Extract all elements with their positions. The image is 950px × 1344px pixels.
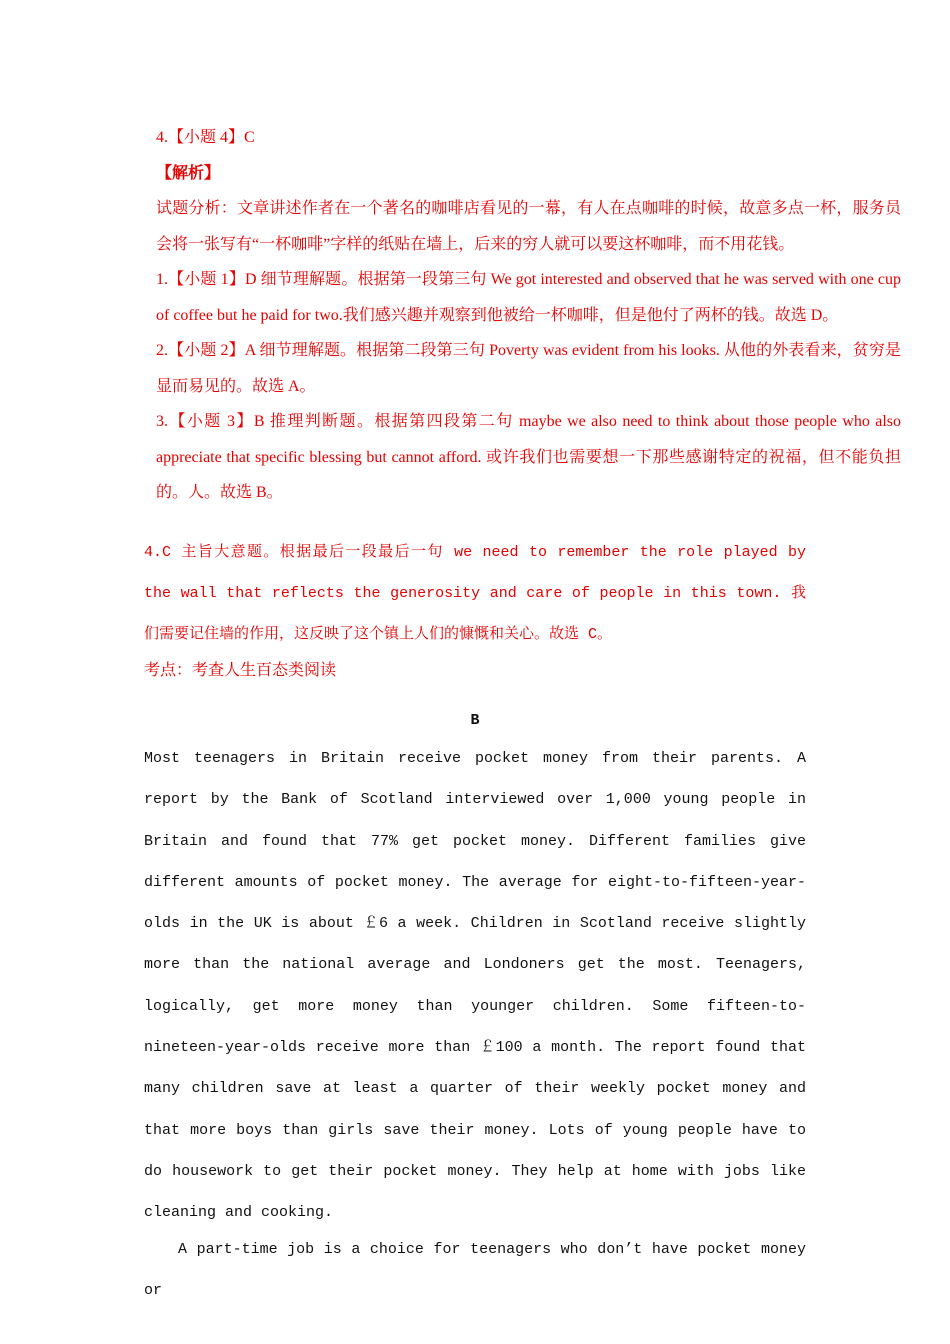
analysis-summary: 试题分析：文章讲述作者在一个著名的咖啡店看见的一幕，有人在点咖啡的时候，故意多点一杯，服务员会将一张写有“一杯咖啡”字样的纸贴在墙上，后来的穷人就可以要这杯咖啡，而不用花钱。 xyxy=(156,200,901,253)
answer-analysis xyxy=(156,120,901,511)
question-1-explanation: 1.【小题 1】D 细节理解题。根据第一段第三句 We got interested and observed that he was served with one cup of coffee but he paid for two.我们感兴趣并观察到他被给一杯咖啡，但是他付了两杯的钱。故选 D。 xyxy=(156,271,901,324)
question-3-explanation: 3.【小题 3】B 推理判断题。根据第四段第二句 maybe we also need to think about those people who also appreciate that specific blessing but cannot afford. 或许我们也需要想一下那些感谢特定的祝福，但不能负担的。人。故选 B。 xyxy=(156,413,901,501)
passage-b xyxy=(144,738,806,1311)
question-4-explanation xyxy=(144,532,806,655)
passage-title: B xyxy=(470,712,480,729)
passage-paragraph: Most teenagers in Britain receive pocket money from their parents. A report by the Bank of Scotland interviewed over 1,000 young people in Britain and found that 77% get pocket money. Different families give different amounts of pocket money. The average for eight-to-fifteen-year-olds in the UK is about ￡6 a week. Children in Scotland receive slightly more than the national average and Londoners get the most. Teenagers, logically, get more money than younger children. Some fifteen-to-nineteen-year-olds receive more than ￡100 a month. The report found that many children save at least a quarter of their weekly pocket money and that more boys than girls save their money. Lots of young people have to do housework to get their pocket money. They help at home with jobs like cleaning and cooking. xyxy=(144,750,806,1222)
question-4-text: 4.C 主旨大意题。根据最后一段最后一句 we need to remember the role played by the wall that reflects the generosity and care of people in this town. 我们需要记住墙的作用，这反映了这个镇上人们的慷慨和关心。故选 C。 xyxy=(144,544,806,643)
question-2-explanation: 2.【小题 2】A 细节理解题。根据第二段第三句 Poverty was evident from his looks. 从他的外表看来，贫穷是显而易见的。故选 A。 xyxy=(156,342,901,395)
passage-paragraph: A part-time job is a choice for teenagers who don’t have pocket money or xyxy=(144,1240,806,1299)
answer-heading: 4.【小题 4】C xyxy=(156,129,255,146)
analysis-label: 【解析】 xyxy=(156,164,221,182)
test-point: 考点：考查人生百态类阅读 xyxy=(144,660,337,679)
